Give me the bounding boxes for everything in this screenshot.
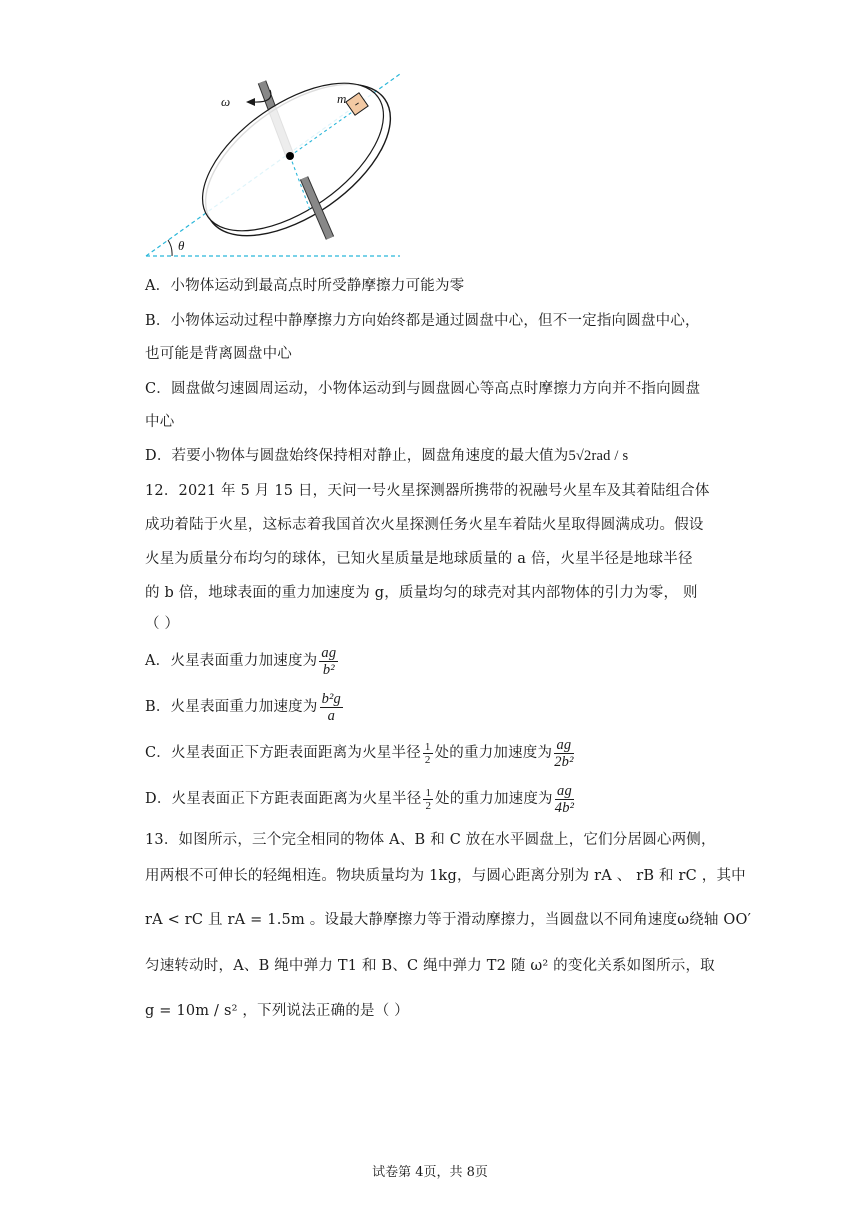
- q12-option-d-text: D．火星表面正下方距表面距离为火星半径: [145, 791, 422, 807]
- q13-stem-line1: 13．如图所示，三个完全相同的物体 A、B 和 C 放在水平圆盘上，它们分居圆心两侧，: [145, 832, 716, 848]
- q12-stem-line1: 12．2021 年 5 月 15 日，天问一号火星探测器所携带的祝融号火星车及其着陆组合体: [145, 483, 710, 499]
- q12-option-b-fraction: $\frac{\text{b²g}}{a}$: [321, 690, 342, 724]
- q12-option-c-text: C．火星表面正下方距表面距离为火星半径: [145, 745, 421, 761]
- mass-label: m: [337, 91, 347, 106]
- q12-option-d-fraction: $\frac{ag}{\text{4b²}}$: [554, 782, 575, 816]
- theta-arc: [168, 240, 172, 256]
- q11-option-c-line2: 中心: [145, 414, 175, 430]
- theta-label: θ: [178, 238, 185, 253]
- q12-stem-line3: 火星为质量分布均匀的球体，已知火星质量是地球质量的 a 倍，火星半径是地球半径: [145, 551, 693, 567]
- q11-option-c-line1: C．圆盘做匀速圆周运动，小物体运动到与圆盘圆心等高点时摩擦力方向并不指向圆盘: [145, 381, 701, 397]
- q11-option-d-text: D．若要小物体与圆盘始终保持相对静止，圆盘角速度的最大值为: [145, 448, 569, 464]
- q12-option-c-mid: 处的重力加速度为: [434, 745, 553, 761]
- q12-option-c-fraction: $\frac{ag}{\text{2b²}}$: [554, 736, 574, 770]
- q11-option-a: A．小物体运动到最高点时所受静摩擦力可能为零: [145, 278, 465, 294]
- q11-option-b-line1: B．小物体运动过程中静摩擦力方向始终都是通过圆盘中心，但不一定指向圆盘中心，: [145, 313, 700, 329]
- q12-option-d-mid: 处的重力加速度为: [435, 791, 553, 807]
- q12-option-a-text: A．火星表面重力加速度为: [145, 653, 318, 669]
- q12-option-c-half: $\frac{1}{2}$: [424, 740, 431, 766]
- q13-stem-line2: 用两根不可伸长的轻绳相连。物块质量均为 1kg，与圆心距离分别为 rA 、 rB 和 rC ，其中: [145, 868, 746, 884]
- q12-option-c: [145, 736, 576, 770]
- omega-label: ω: [221, 94, 231, 109]
- q12-option-d-half: $\frac{1}{2}$: [425, 786, 432, 812]
- q13-stem-line3: rA < rC 且 rA = 1.5m 。设最大静摩擦力等于滑动摩擦力，当圆盘以不同角速度ω绕轴 OO′: [145, 912, 752, 928]
- q13-stem-line5: g = 10m / s² ，下列说法正确的是（ ）: [145, 1003, 409, 1019]
- omega-arrowhead-icon: [246, 98, 255, 106]
- q11-option-b-line2: 也可能是背离圆盘中心: [145, 346, 292, 362]
- q12-option-d: [145, 782, 576, 816]
- q11-option-d-value: 5√2rad / s: [568, 448, 629, 464]
- q12-option-a-fraction: $\frac{ag}{\text{b²}}$: [321, 644, 337, 678]
- q12-option-b-text: B．火星表面重力加速度为: [145, 699, 318, 715]
- disk-center-dot: [286, 152, 294, 160]
- page-footer: 试卷第 4页，共 8页: [372, 1165, 488, 1180]
- q12-stem-line2: 成功着陆于火星，这标志着我国首次火星探测任务火星车着陆火星取得圆满成功。假设: [145, 517, 704, 533]
- q12-option-b: [145, 690, 345, 724]
- q12-stem-line4: 的 b 倍，地球表面的重力加速度为 g，质量均匀的球壳对其内部物体的引力为零， 则: [145, 585, 698, 601]
- q13-stem-line4: 匀速转动时，A、B 绳中弹力 T1 和 B、C 绳中弹力 T2 随 ω² 的变化关系如图所示，取: [145, 958, 715, 974]
- q11-option-d: [145, 446, 628, 466]
- q12-option-a: [145, 644, 340, 678]
- q12-stem-line5: （ ）: [145, 616, 180, 632]
- rotating-disk-figure: [140, 66, 420, 266]
